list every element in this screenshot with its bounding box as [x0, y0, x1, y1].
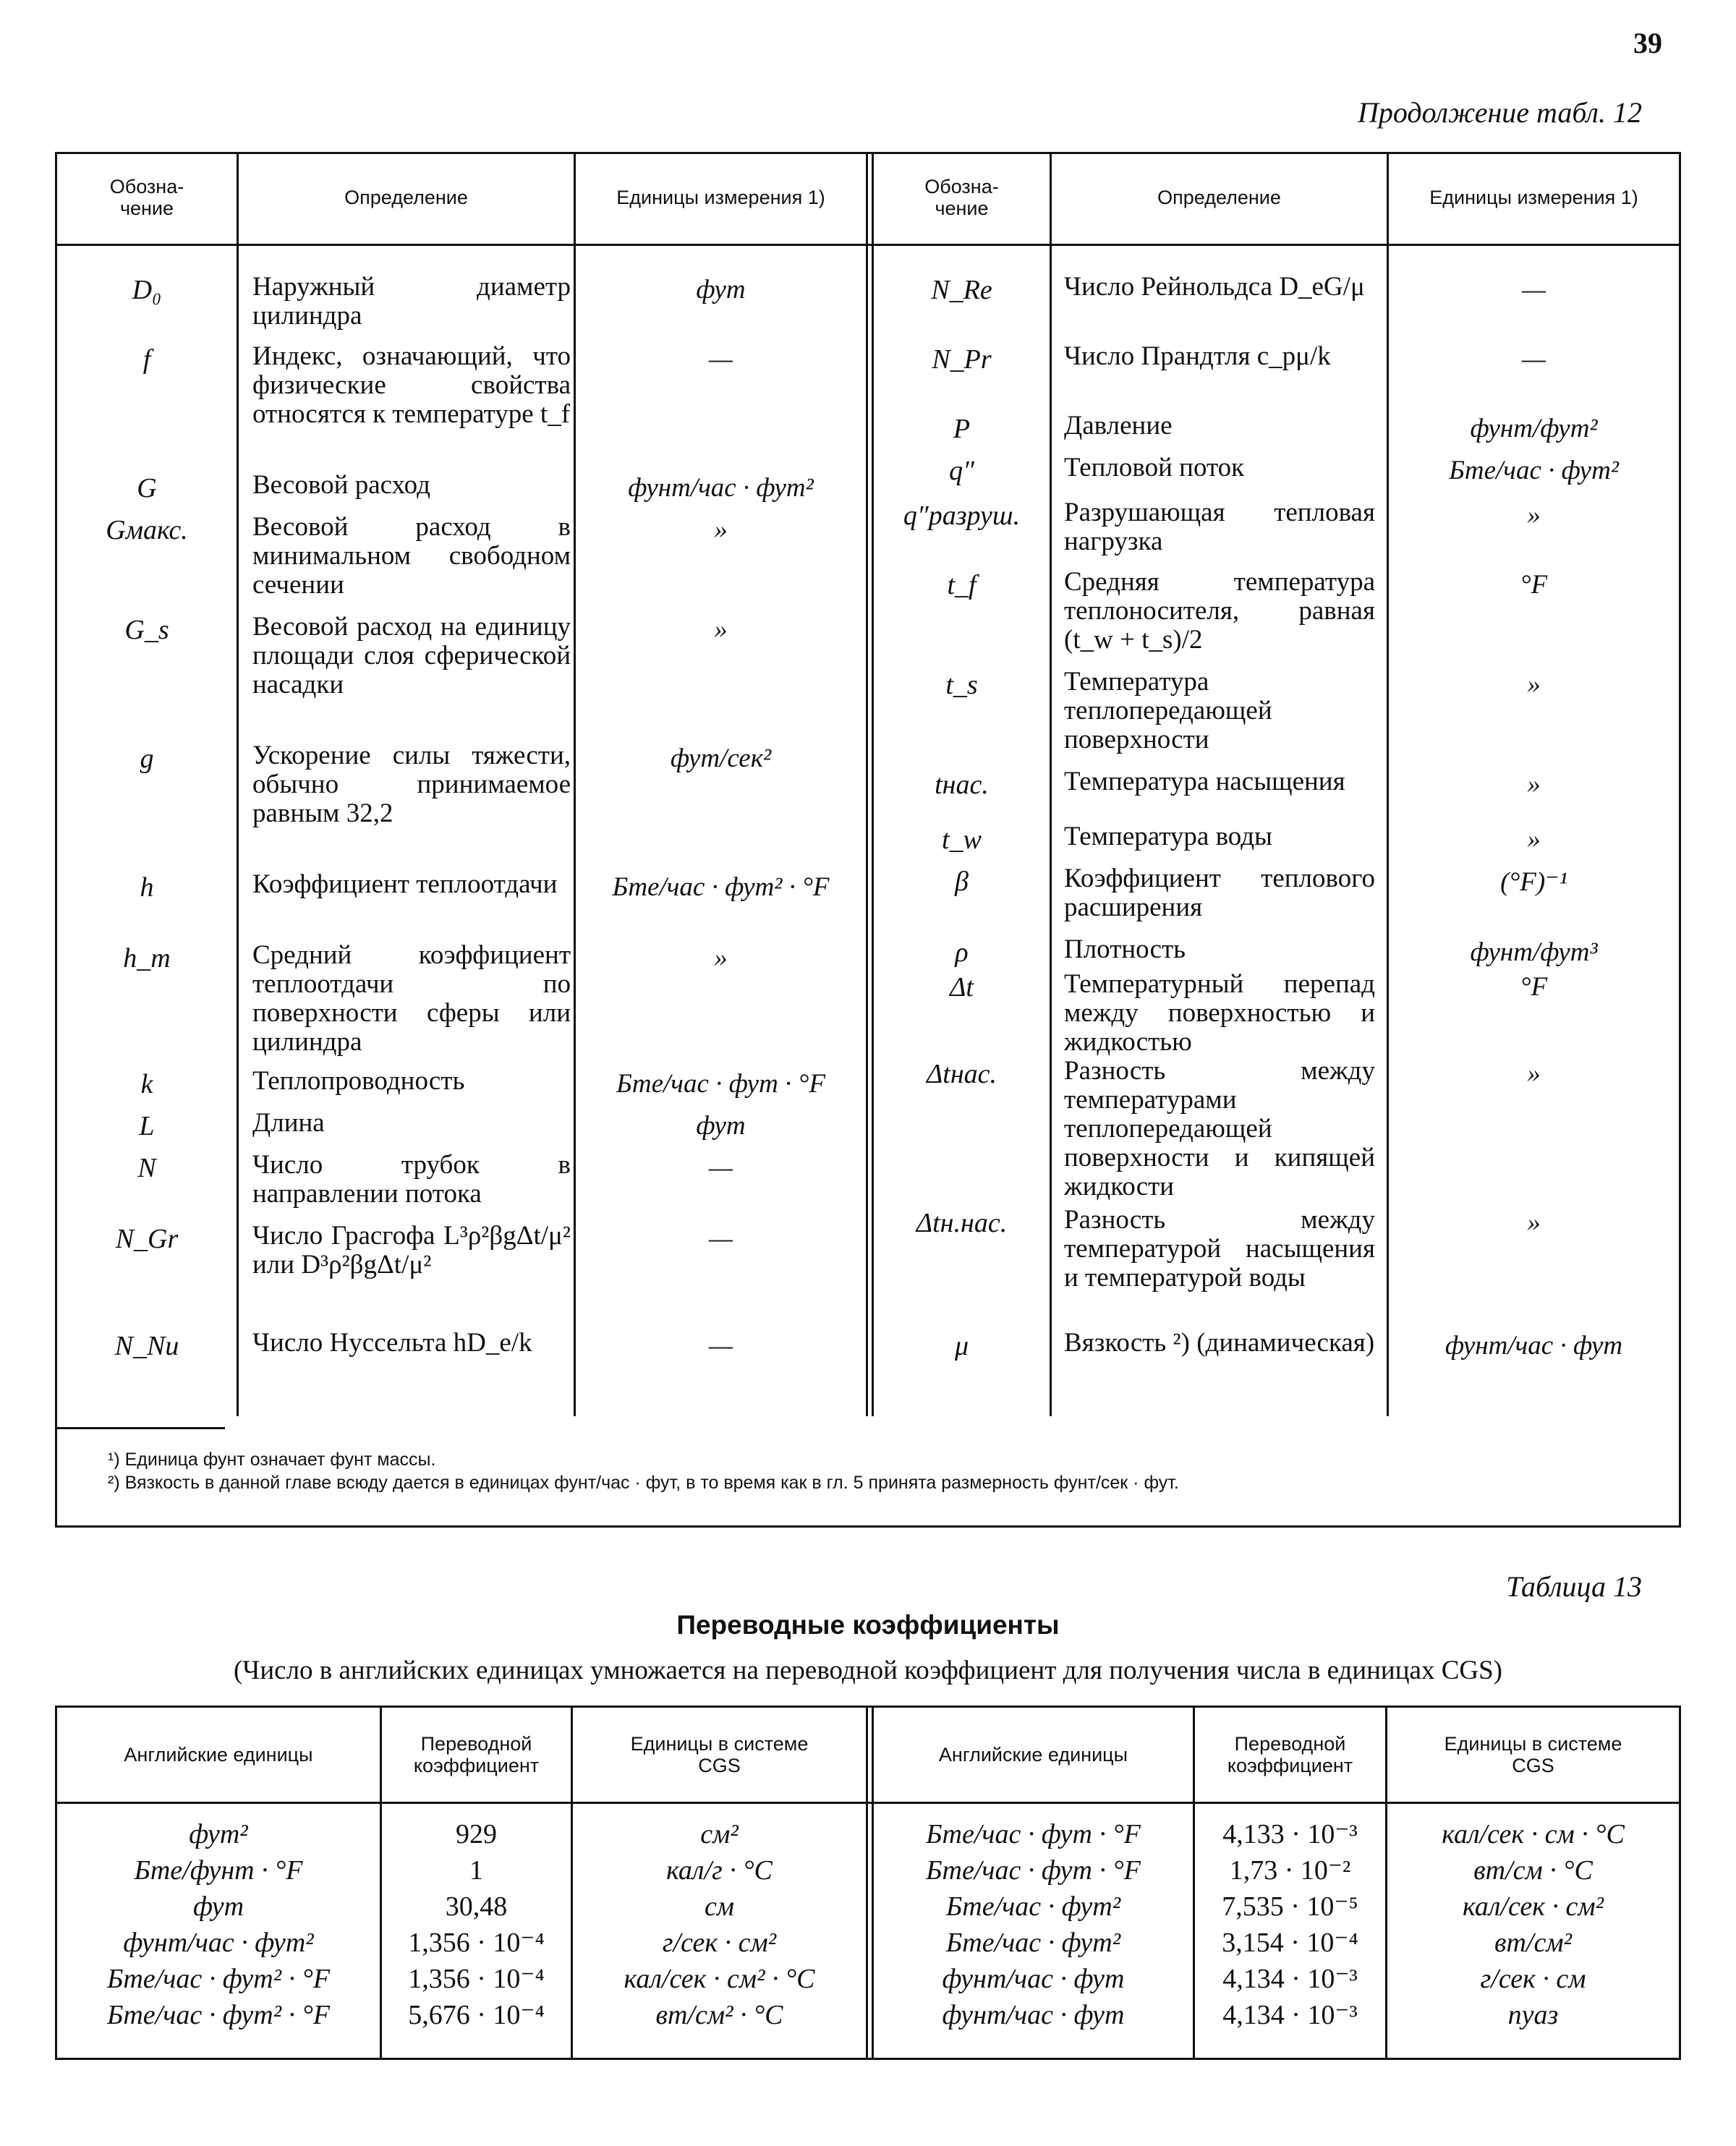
header-english-units: Английские единицы	[124, 1744, 313, 1766]
header-definition: Определение	[344, 187, 468, 208]
factor-cell: 929	[456, 1819, 497, 1849]
english-unit-cell: Бте/час · фут²	[945, 1928, 1121, 1958]
english-unit-cell: фут	[192, 1891, 244, 1922]
cgs-unit-cell: см	[704, 1891, 735, 1922]
page-number: 39	[1633, 27, 1662, 59]
table-13-title: Переводные коэффициенты	[676, 1610, 1060, 1640]
definition-cell: Весовой расход в минимальном свободном сечении	[252, 512, 571, 600]
units-cell: —	[709, 1153, 733, 1183]
definition-cell: Средний коэффициент теплоотдачи по поверхности сферы или цилиндра	[252, 940, 571, 1057]
units-cell: »	[1527, 825, 1541, 854]
definition-cell: Число Нуссельта hD_e/k	[252, 1328, 532, 1358]
units-cell: »	[1527, 770, 1541, 799]
symbol-cell: μ	[954, 1331, 969, 1361]
definition-cell: Число трубок в направлении потока	[252, 1150, 571, 1209]
symbol-cell: Δtнас.	[926, 1059, 997, 1089]
symbol-cell: P	[953, 414, 971, 444]
factor-cell: 1,356 · 10⁻⁴	[408, 1964, 545, 1994]
definition-cell: Тепловой поток	[1064, 453, 1245, 482]
cgs-unit-cell: вт/см · °C	[1473, 1855, 1593, 1886]
table-13	[55, 1706, 1681, 2060]
symbol-cell: Δt	[950, 972, 974, 1002]
english-unit-cell: Бте/час · фут · °F	[926, 1855, 1141, 1886]
symbol-cell: f	[142, 344, 151, 375]
units-cell: —	[1522, 344, 1546, 374]
symbol-cell: G	[137, 473, 157, 503]
definition-cell: Индекс, означающий, что физические свойства относятся к температуре t_f	[252, 341, 571, 429]
symbol-cell: t_s	[945, 670, 978, 700]
symbol-cell: k	[140, 1069, 153, 1099]
units-cell: °F	[1520, 570, 1548, 600]
units-cell: фунт/фут²	[1470, 414, 1598, 443]
symbol-cell: q″	[949, 456, 974, 486]
footnote-1: ¹) Единица фунт означает фунт массы.	[108, 1449, 436, 1470]
units-cell: »	[714, 615, 728, 644]
definition-cell: Плотность	[1064, 934, 1186, 964]
symbol-cell: D₀	[132, 275, 162, 305]
cgs-unit-cell: кал/г · °C	[666, 1855, 773, 1886]
cgs-unit-cell: кал/сек · см²	[1463, 1891, 1604, 1922]
definition-cell: Число Прандтля c_pμ/k	[1064, 341, 1331, 371]
definition-cell: Коэффициент теплоотдачи	[252, 869, 558, 899]
definition-cell: Температура насыщения	[1064, 767, 1345, 796]
definition-cell: Температурный перепад между поверхностью и жидкостью	[1064, 969, 1375, 1057]
cgs-unit-cell: вт/см²	[1494, 1928, 1572, 1958]
english-unit-cell: фунт/час · фут	[942, 2000, 1125, 2030]
footnote-rule	[57, 1427, 225, 1429]
symbol-cell: q″разруш.	[903, 501, 1021, 531]
header-factor: Переводной коэффициент	[1227, 1733, 1353, 1776]
units-cell: °F	[1520, 972, 1548, 1002]
symbol-cell: β	[955, 867, 969, 897]
factor-cell: 1,73 · 10⁻²	[1229, 1855, 1351, 1886]
english-unit-cell: фунт/час · фут²	[123, 1928, 314, 1958]
factor-cell: 1,356 · 10⁻⁴	[408, 1928, 545, 1958]
units-cell: Бте/час · фут · °F	[616, 1069, 825, 1099]
header-units: Единицы измерения 1)	[1429, 187, 1638, 208]
definition-cell: Коэффициент теплового расширения	[1064, 864, 1375, 922]
symbol-cell: N_Pr	[932, 344, 992, 375]
units-cell: »	[1527, 501, 1541, 530]
english-unit-cell: Бте/час · фут · °F	[926, 1819, 1141, 1849]
header-rule	[57, 244, 1679, 246]
factor-cell: 4,134 · 10⁻³	[1222, 2000, 1358, 2030]
header-cgs-units: Единицы в системе CGS	[630, 1733, 809, 1776]
english-unit-cell: Бте/час · фут² · °F	[106, 1964, 331, 1994]
cgs-unit-cell: пуаз	[1507, 2000, 1559, 2030]
units-cell: фут	[696, 1111, 746, 1141]
factor-cell: 3,154 · 10⁻⁴	[1222, 1928, 1358, 1958]
table-12	[55, 152, 1681, 1528]
units-cell: фунт/фут³	[1470, 937, 1598, 967]
symbol-cell: h	[140, 872, 154, 903]
units-cell: »	[1527, 670, 1541, 699]
column-divider	[866, 154, 868, 1416]
units-cell: »	[714, 515, 728, 545]
header-rule	[57, 1802, 1679, 1804]
symbol-cell: ρ	[955, 937, 969, 968]
units-cell: »	[714, 943, 728, 973]
definition-cell: Разность между температурой насыщения и температурой воды	[1064, 1205, 1375, 1293]
definition-cell: Разрушающая тепловая нагрузка	[1064, 498, 1375, 556]
symbol-cell: g	[140, 744, 154, 774]
cgs-unit-cell: кал/сек · см² · °C	[624, 1964, 815, 1994]
symbol-cell: t_f	[947, 570, 977, 600]
column-divider	[866, 1708, 868, 2058]
units-cell: фут	[696, 275, 746, 305]
column-divider	[1050, 154, 1052, 1416]
cgs-unit-cell: вт/см² · °C	[655, 2000, 783, 2030]
definition-cell: Число Рейнольдса D_eG/μ	[1064, 272, 1365, 302]
definition-cell: Весовой расход	[252, 470, 430, 500]
symbol-cell: G_s	[124, 615, 169, 645]
units-cell: Бте/час · фут² · °F	[612, 872, 830, 902]
cgs-unit-cell: см²	[700, 1819, 739, 1849]
symbol-cell: L	[139, 1111, 155, 1141]
english-unit-cell: Бте/фунт · °F	[134, 1855, 303, 1886]
symbol-cell: N_Gr	[115, 1224, 179, 1254]
symbol-cell: tнас.	[935, 770, 989, 800]
symbol-cell: t_w	[942, 825, 982, 855]
cgs-unit-cell: г/сек · см²	[662, 1928, 777, 1958]
definition-cell: Теплопроводность	[252, 1066, 465, 1096]
units-cell: фунт/час · фут	[1444, 1331, 1623, 1361]
factor-cell: 4,134 · 10⁻³	[1222, 1964, 1358, 1994]
table-continuation-label: Продолжение табл. 12	[1357, 96, 1642, 129]
cgs-unit-cell: г/сек · см	[1480, 1964, 1586, 1994]
factor-cell: 30,48	[445, 1891, 508, 1922]
definition-cell: Длина	[252, 1108, 325, 1138]
english-unit-cell: фунт/час · фут	[942, 1964, 1125, 1994]
factor-cell: 5,676 · 10⁻⁴	[408, 2000, 545, 2030]
header-cgs-units: Единицы в системе CGS	[1444, 1733, 1622, 1776]
symbol-cell: Gмакс.	[106, 515, 188, 545]
definition-cell: Средняя температура теплоносителя, равная (t_w + t_s)/2	[1064, 567, 1375, 655]
units-cell: фунт/час · фут²	[628, 473, 814, 503]
table-13-label: Таблица 13	[1506, 1570, 1642, 1603]
symbol-cell: N	[137, 1153, 156, 1183]
column-divider	[237, 154, 239, 1416]
units-cell: фут/сек²	[670, 744, 772, 773]
units-cell: —	[709, 1331, 733, 1361]
definition-cell: Ускорение силы тяжести, обычно принимаемое равным 32,2	[252, 741, 571, 828]
header-units: Единицы измерения 1)	[616, 187, 825, 208]
english-unit-cell: Бте/час · фут² · °F	[106, 2000, 331, 2030]
definition-cell: Разность между температурами теплопередающей поверхности и кипящей жидкости	[1064, 1056, 1375, 1201]
units-cell: —	[709, 1224, 733, 1253]
units-cell: »	[1527, 1208, 1541, 1238]
units-cell: Бте/час · фут²	[1449, 456, 1619, 485]
table-13-subtitle: (Число в английских единицах умножается на переводной коэффициент для получения числа в единицах CGS)	[233, 1656, 1502, 1685]
units-cell: —	[1522, 275, 1546, 305]
footnote-2: ²) Вязкость в данной главе всюду дается в единицах фунт/час · фут, в то время как в гл. 5 принята размерность фунт/сек · фут.	[108, 1473, 1179, 1493]
definition-cell: Температура воды	[1064, 822, 1272, 851]
definition-cell: Число Грасгофа L³ρ²βgΔt/μ² или D³ρ²βgΔt/μ²	[252, 1221, 571, 1279]
header-symbol: Обозна- чение	[109, 176, 184, 219]
symbol-cell: h_m	[123, 943, 171, 974]
factor-cell: 7,535 · 10⁻⁵	[1222, 1891, 1358, 1922]
symbol-cell: Δtн.нас.	[916, 1208, 1008, 1238]
cgs-unit-cell: кал/сек · см · °C	[1442, 1819, 1625, 1849]
units-cell: »	[1527, 1059, 1541, 1089]
definition-cell: Давление	[1064, 411, 1173, 440]
header-symbol: Обозна- чение	[924, 176, 999, 219]
units-cell: (°F)⁻¹	[1500, 867, 1567, 897]
header-factor: Переводной коэффициент	[413, 1733, 540, 1776]
factor-cell: 1	[469, 1855, 483, 1886]
english-unit-cell: фут²	[189, 1819, 248, 1849]
definition-cell: Вязкость ²) (динамическая)	[1064, 1328, 1375, 1358]
symbol-cell: N_Nu	[114, 1331, 179, 1361]
definition-cell: Температура теплопередающей поверхности	[1064, 667, 1272, 754]
factor-cell: 4,133 · 10⁻³	[1222, 1819, 1358, 1849]
header-definition: Определение	[1157, 187, 1281, 208]
symbol-cell: N_Re	[931, 275, 992, 305]
header-english-units: Английские единицы	[938, 1744, 1128, 1766]
units-cell: —	[709, 344, 733, 374]
definition-cell: Наружный диаметр цилиндра	[252, 272, 571, 331]
definition-cell: Весовой расход на единицу площади слоя сферической насадки	[252, 612, 571, 699]
english-unit-cell: Бте/час · фут²	[945, 1891, 1121, 1922]
